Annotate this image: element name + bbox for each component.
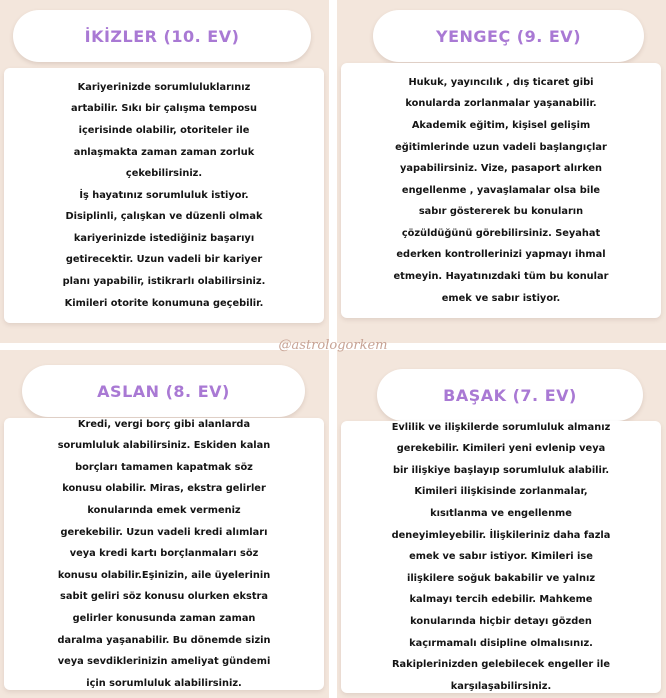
title-yengec: YENGEÇ (9. EV) xyxy=(373,10,644,62)
text-line: içerisinde olabilir, otoriteler ile xyxy=(78,124,250,136)
text-line: gerekebilir. Kimileri yeni evlenip veya xyxy=(396,443,606,455)
text-line: daralma yaşanabilir. Bu dönemde sizin xyxy=(57,634,271,646)
text-line: Kredi, vergi borç gibi alanlarda xyxy=(77,418,251,430)
text-line: konularında emek vermeniz xyxy=(87,505,241,517)
text-line: karşılaşabilirsiniz. xyxy=(450,680,552,692)
title-ikizler: İKİZLER (10. EV) xyxy=(13,10,311,62)
text-line: yapabilirsiniz. Vize, pasaport alırken xyxy=(400,163,602,175)
text-line: sabit geliri söz konusu olurken ekstra xyxy=(60,591,268,603)
text-line: emek ve sabır istiyor. Kimileri ise xyxy=(409,551,593,563)
text-line: veya kredi kartı borçlanmaları söz xyxy=(69,548,259,560)
text-line: Kariyerinizde sorumluluklarınız xyxy=(77,81,251,93)
text-line: çözüldüğünü görebilirsiniz. Seyahat xyxy=(401,227,601,239)
text-line: konusu olabilir.Eşinizin, aile üyelerinin xyxy=(57,569,271,581)
text-line: sorumluluk alabilirsiniz. Eskiden kalan xyxy=(57,440,271,452)
text-panel-basak xyxy=(341,421,661,693)
text-line: getirecektir. Uzun vadeli bir kariyer xyxy=(65,254,263,266)
text-line: Kimileri otorite konumuna geçebilir. xyxy=(64,297,264,309)
text-line: Rakiplerinizden gelebilecek engeller ile xyxy=(392,659,610,671)
text-line: borçları tamamen kapatmak söz xyxy=(75,461,253,473)
text-line: Evlilik ve ilişkilerde sorumluluk almanız xyxy=(391,421,611,433)
text-line: anlaşmakta zaman zaman zorluk xyxy=(73,146,255,158)
text-panel-ikizler xyxy=(4,68,324,323)
text-line: için sorumluluk alabilirsiniz. xyxy=(86,677,242,689)
text-line: etmeyin. Hayatınızdaki tüm bu konular xyxy=(393,271,609,283)
text-line: ilişkilere soğuk bakabilir ve yalnız xyxy=(406,572,596,584)
title-aslan: ASLAN (8. EV) xyxy=(22,365,305,417)
title-basak: BAŞAK (7. EV) xyxy=(377,369,643,421)
text-line: kısıtlanma ve engellenme xyxy=(430,508,572,520)
text-line: İş hayatınız sorumluluk istiyor. xyxy=(79,189,249,201)
watermark-handle: @astrologorkem xyxy=(278,338,388,353)
text-line: Kimileri ilişkisinde zorlanmalar, xyxy=(414,486,588,498)
text-line: çekebilirsiniz. xyxy=(125,168,203,180)
text-line: sabır göstererek bu konuların xyxy=(418,206,584,218)
text-line: kariyerinizde istediğiniz başarıyı xyxy=(73,232,255,244)
text-line: gerekebilir. Uzun vadeli kredi alımları xyxy=(60,526,268,538)
text-line: Disiplinli, çalışkan ve düzenli olmak xyxy=(65,211,263,223)
text-line: Akademik eğitim, kişisel gelişim xyxy=(411,119,591,131)
text-line: veya sevdiklerinizin ameliyat gündemi xyxy=(57,656,271,668)
text-line: konularda zorlanmalar yaşanabilir. xyxy=(405,98,597,110)
text-line: kaçırmamalı disipline olmalısınız. xyxy=(409,637,593,649)
text-line: konularında hiçbir detayı gözden xyxy=(410,615,592,627)
text-line: planı yapabilir, istikrarlı olabilirsiniz. xyxy=(62,276,266,288)
text-line: deneyimleyebilir. İlişkileriniz daha fazla xyxy=(391,529,611,541)
text-line: artabilir. Sıkı bir çalışma temposu xyxy=(71,103,257,115)
text-panel-yengec xyxy=(341,63,661,318)
text-line: ederken kontrollerinizi yapmayı ihmal xyxy=(396,249,606,261)
text-line: gelirler konusunda zaman zaman xyxy=(72,612,256,624)
text-line: kalmayı tercih edebilir. Mahkeme xyxy=(409,594,593,606)
text-line: engellenme , yavaşlamalar olsa bile xyxy=(401,184,601,196)
text-line: eğitimlerinde uzun vadeli başlangıçlar xyxy=(395,141,607,153)
text-panel-aslan xyxy=(4,418,324,690)
text-line: emek ve sabır istiyor. xyxy=(441,292,561,304)
text-line: Hukuk, yayıncılık , dış ticaret gibi xyxy=(408,76,594,88)
text-line: konusu olabilir. Miras, ekstra gelirler xyxy=(62,483,266,495)
text-line: bir ilişkiye başlayıp sorumluluk alabilir. xyxy=(392,464,610,476)
